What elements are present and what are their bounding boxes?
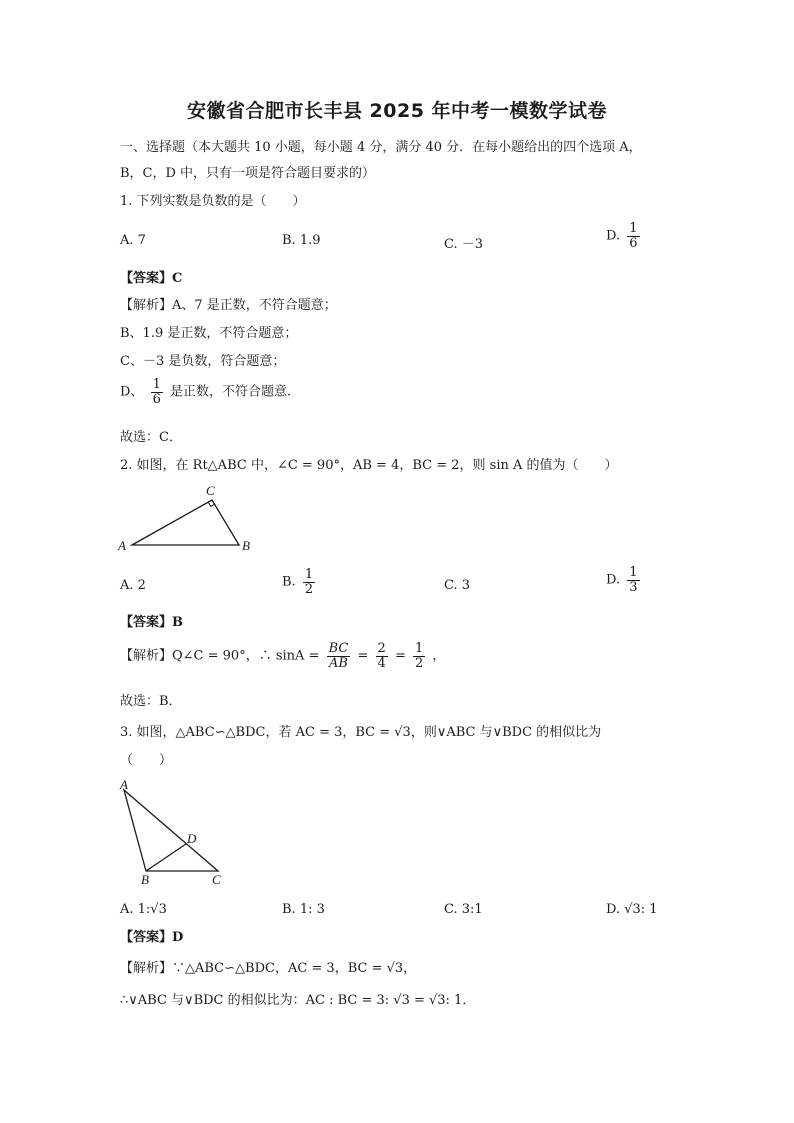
q3-analysis-line-2: ∴∨ABC 与∨BDC 的相似比为：AC : BC = 3: √3 = √3: 1． (120, 993, 476, 1008)
segment-bd (146, 844, 186, 871)
q3-analysis-line-1: 【解析】∵△ABC∽△BDC，AC = 3，BC = √3， (120, 961, 417, 976)
fraction-numerator: 1 (152, 377, 161, 392)
fraction-numerator: BC (328, 641, 349, 656)
q1-analysis-line-4 (120, 378, 291, 406)
q1-answer: 【答案】C (120, 271, 183, 286)
q2-option-d-fraction (627, 566, 639, 594)
fraction-numerator: 1 (629, 565, 638, 580)
q2-analysis (120, 642, 445, 670)
q1-analysis-line-3: C、－3 是负数，符合题意； (120, 354, 286, 369)
vertex-label-b: B (242, 538, 250, 553)
fraction-numerator: 1 (415, 641, 424, 656)
analysis-prefix: D、 (120, 384, 144, 400)
q1-option-d-fraction (627, 222, 639, 250)
q2-triangle-figure (115, 482, 265, 557)
page-title: 安徽省合肥市长丰县 2025 年中考一模数学试卷 (186, 100, 608, 122)
q3-option-b: B. 1: 3 (282, 902, 325, 917)
q2-option-a: A. 2 (120, 578, 146, 593)
q1-analysis-line-1: 【解析】A、7 是正数，不符合题意； (120, 298, 337, 313)
fraction-denominator: 2 (415, 655, 424, 671)
fraction-denominator: 3 (629, 579, 638, 595)
section-header-line-1: 一、选择题（本大题共 10 小题，每小题 4 分，满分 40 分．在每小题给出的四个选项 A， (120, 140, 642, 155)
q2-conclusion: 故选：B． (120, 694, 182, 709)
q2-option-d (606, 566, 643, 594)
fraction-numerator: 2 (377, 641, 386, 656)
fraction-denominator: 6 (152, 391, 161, 407)
fraction-numerator: 1 (629, 221, 638, 236)
q2-fraction-2-4 (376, 642, 388, 670)
analysis-suffix: 是正数，不符合题意. (170, 384, 292, 400)
q2-fraction-bc-ab (327, 642, 351, 670)
vertex-label-b: B (141, 872, 149, 887)
vertex-label-d: D (187, 831, 197, 846)
question-3-stem: 3. 如图，△ABC∽△BDC，若 AC = 3，BC = √3，则∨ABC 与∨BDC 的相似比为 (120, 725, 602, 740)
question-3-paren: （ ） (120, 753, 173, 768)
q1-option-a: A. 7 (120, 233, 146, 248)
fraction-denominator: AB (328, 655, 348, 671)
q1-option-d-label: D. (606, 228, 621, 244)
q3-option-d: D. √3: 1 (606, 902, 658, 917)
analysis-prefix: 【解析】Q∠C = 90°，∴ sinA = (120, 648, 320, 664)
fraction-denominator: 2 (304, 581, 314, 597)
fraction-denominator: 6 (629, 235, 638, 251)
fraction-denominator: 4 (377, 655, 386, 671)
analysis-suffix: ， (432, 648, 446, 664)
vertex-label-a: A (118, 538, 126, 553)
q1-analysis-line-2: B、1.9 是正数，不符合题意； (120, 326, 298, 341)
equals-sign: = (357, 648, 369, 664)
q2-fraction-1-2 (413, 642, 425, 670)
q1-conclusion: 故选：C． (120, 430, 182, 445)
triangle-abc (132, 500, 239, 545)
q2-answer: 【答案】B (120, 615, 183, 630)
question-1-stem: 1. 下列实数是负数的是（ ） (120, 194, 306, 209)
section-header-line-2: B，C，D 中，只有一项是符合题目要求的） (120, 166, 376, 181)
q1-option-c: C. －3 (444, 237, 484, 252)
q2-option-b-fraction (303, 568, 315, 596)
q2-option-b (282, 568, 318, 596)
vertex-label-c: C (206, 483, 215, 498)
q1-option-d (606, 222, 643, 250)
equals-sign: = (394, 648, 406, 664)
q1-analysis-fraction (151, 378, 163, 406)
vertex-label-c: C (212, 872, 221, 887)
triangle-abc (124, 790, 218, 871)
fraction-numerator: 1 (304, 567, 314, 582)
question-2-stem: 2. 如图，在 Rt△ABC 中，∠C = 90°，AB = 4，BC = 2，则 sin A 的值为（ ） (120, 458, 618, 473)
q1-option-b: B. 1.9 (282, 233, 321, 248)
vertex-label-a: A (120, 777, 128, 792)
q2-option-b-label: B. (282, 574, 296, 590)
q3-option-c: C. 3:1 (444, 902, 483, 917)
q3-triangle-figure (112, 777, 232, 889)
q3-option-a: A. 1:√3 (120, 902, 167, 917)
q2-option-c: C. 3 (444, 578, 471, 593)
q3-answer: 【答案】D (120, 930, 184, 945)
q2-option-d-label: D. (606, 572, 621, 588)
